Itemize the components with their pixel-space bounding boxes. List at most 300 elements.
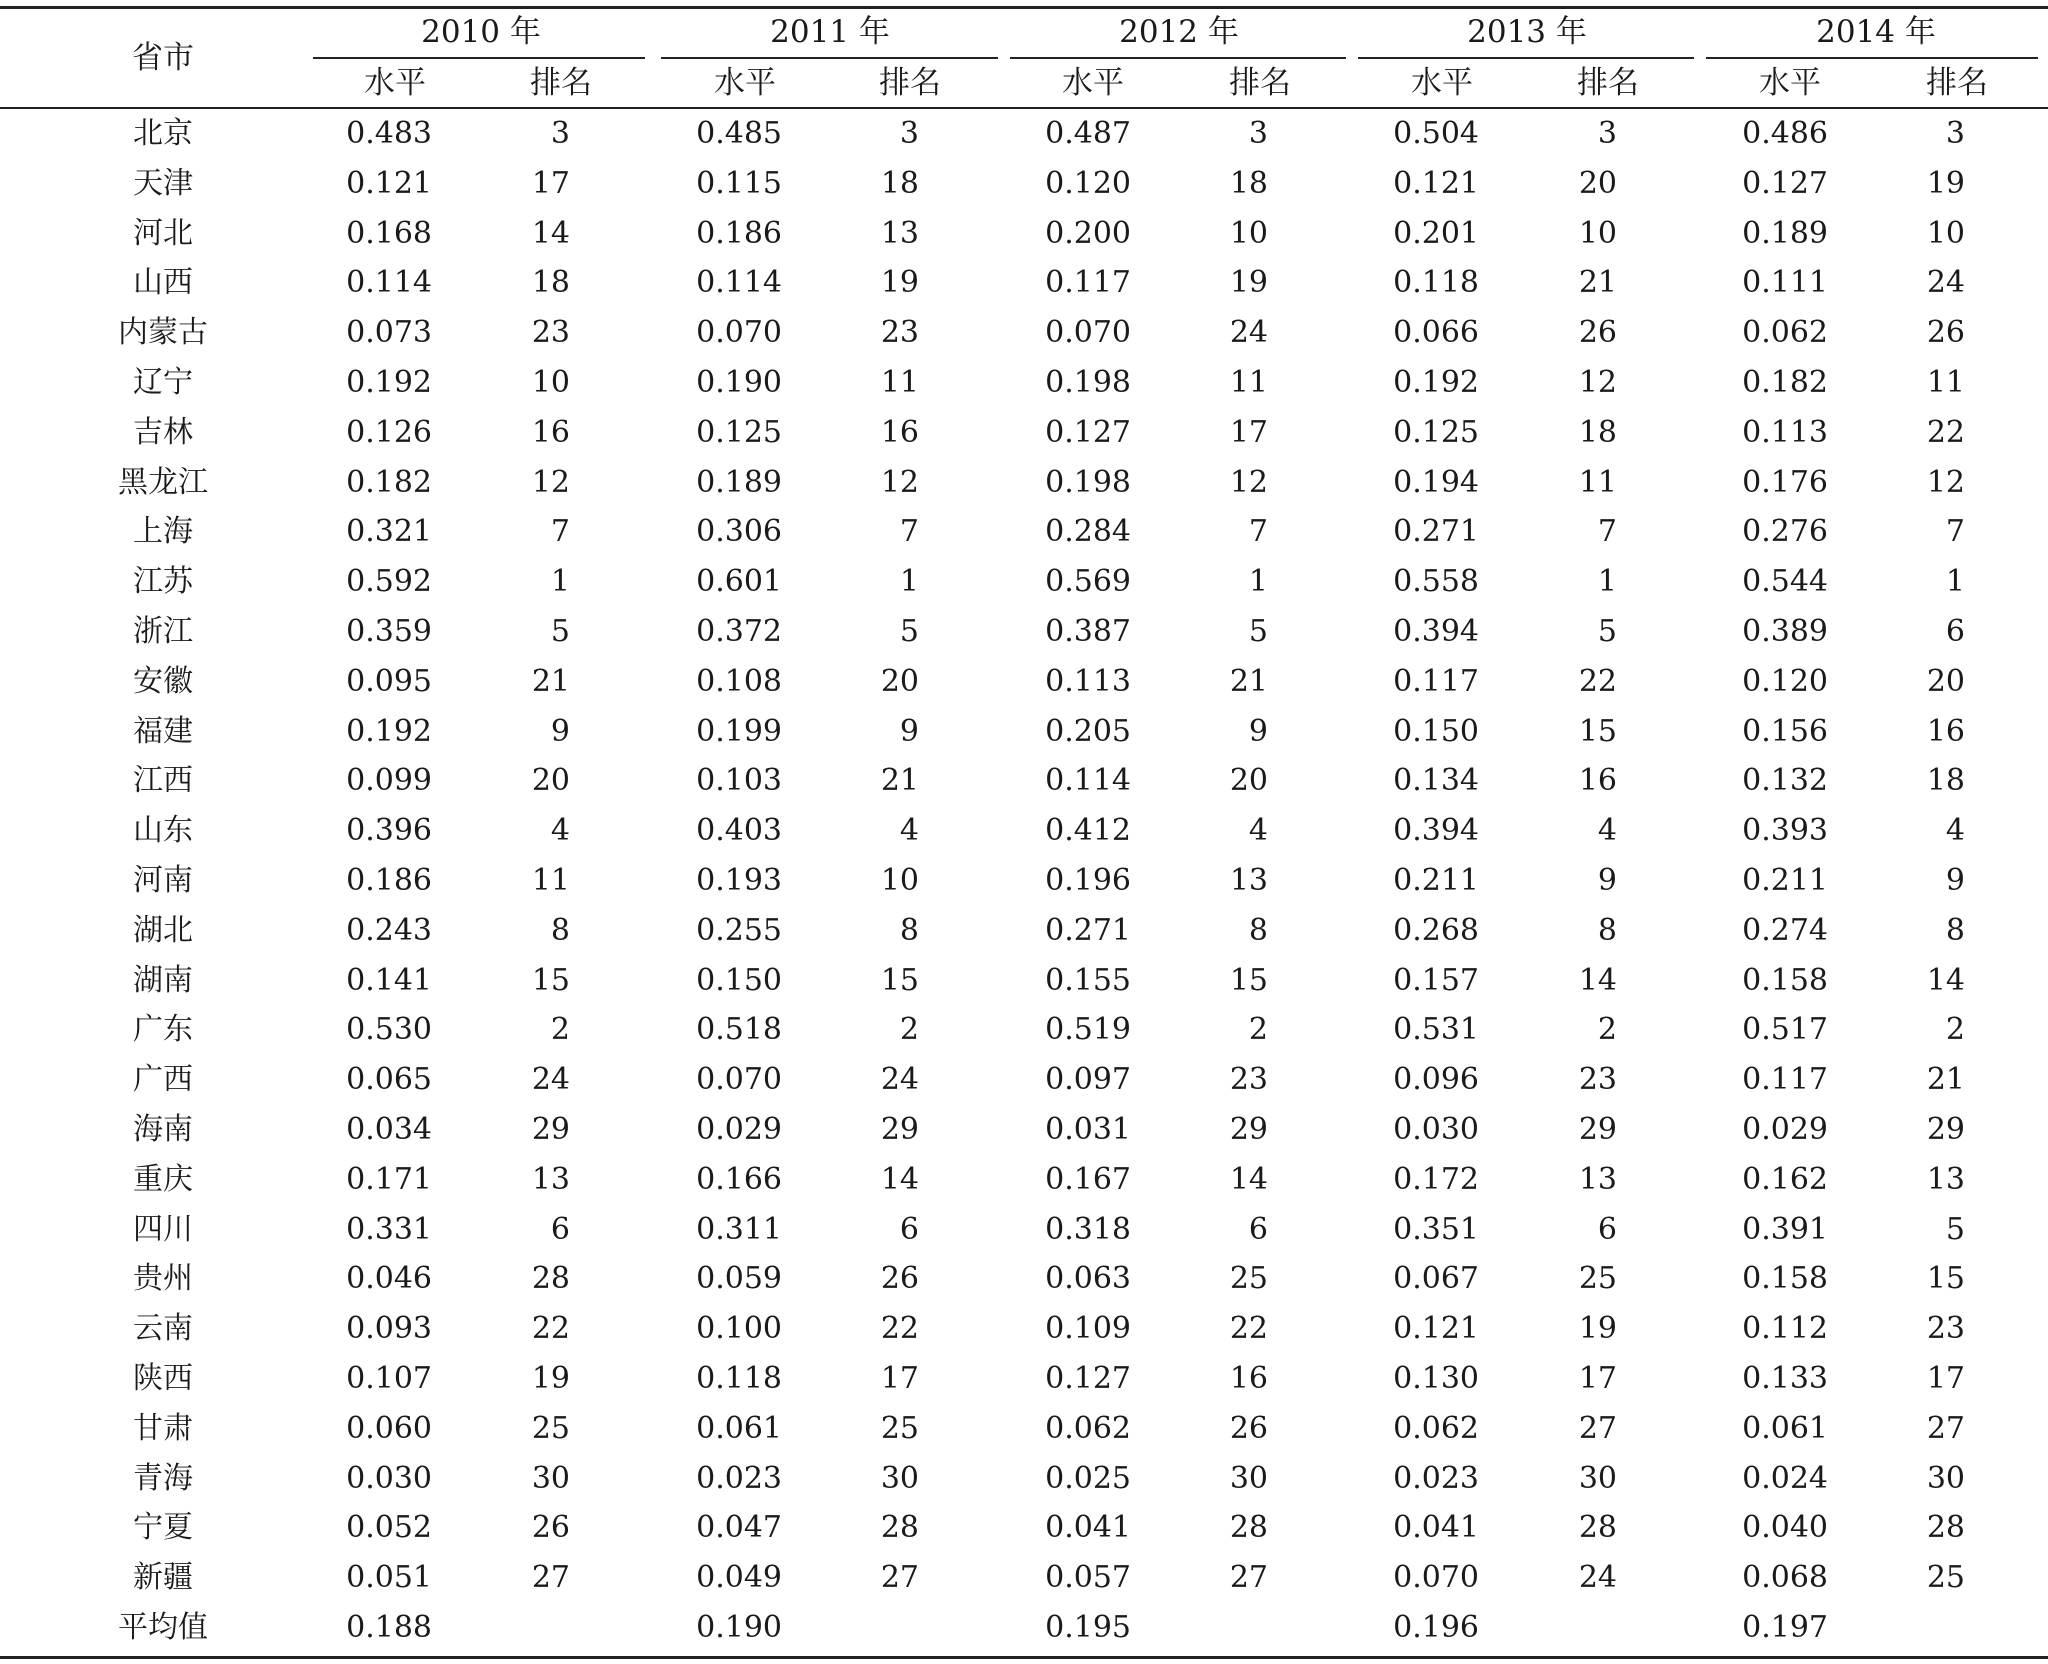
level-value: 0.485 [696, 116, 782, 151]
row-label: 内蒙古 [118, 315, 208, 351]
row-label: 云南 [133, 1311, 193, 1347]
level-value: 0.112 [1742, 1311, 1828, 1347]
level-value: 0.121 [346, 165, 432, 201]
level-value: 0.359 [346, 614, 432, 649]
rank-value: 6 [1597, 1211, 1617, 1247]
level-value: 0.195 [1045, 1610, 1131, 1645]
level-value: 0.199 [696, 713, 782, 749]
rank-value: 25 [1578, 1261, 1617, 1297]
rank-value: 3 [1945, 116, 1965, 151]
rank-value: 28 [531, 1261, 570, 1297]
level-value: 0.394 [1393, 813, 1479, 849]
level-value: 0.268 [1393, 912, 1479, 948]
level-value: 0.393 [1742, 813, 1828, 849]
rank-value: 8 [899, 912, 919, 948]
level-value: 0.126 [346, 414, 432, 450]
rank-value: 8 [1248, 912, 1268, 948]
level-value: 0.062 [1045, 1410, 1131, 1446]
level-value: 0.530 [346, 1012, 432, 1048]
rank-value: 2 [1597, 1012, 1617, 1048]
row-label: 福建 [133, 713, 193, 749]
rank-value: 28 [1926, 1510, 1965, 1546]
rank-value: 13 [1926, 1161, 1965, 1197]
rank-value: 13 [880, 215, 919, 251]
rank-value: 22 [1926, 414, 1965, 450]
rank-value: 29 [1926, 1112, 1965, 1147]
level-value: 0.192 [346, 713, 432, 749]
row-label: 辽宁 [133, 365, 193, 400]
level-value: 0.167 [1045, 1161, 1131, 1197]
rank-value: 15 [1229, 962, 1268, 998]
rank-value: 17 [531, 165, 570, 201]
rank-value: 1 [899, 564, 919, 600]
level-header: 水平 [1062, 65, 1124, 101]
rank-value: 9 [550, 713, 570, 749]
level-value: 0.190 [696, 365, 782, 400]
rank-value: 23 [1578, 1062, 1617, 1098]
level-value: 0.070 [696, 1062, 782, 1098]
level-value: 0.274 [1742, 912, 1828, 948]
level-value: 0.601 [696, 564, 782, 600]
rank-value: 12 [1926, 464, 1965, 500]
level-value: 0.073 [346, 315, 432, 351]
level-value: 0.057 [1045, 1560, 1131, 1596]
rank-value: 18 [880, 165, 919, 201]
rank-value: 30 [880, 1460, 919, 1496]
rank-value: 7 [899, 514, 919, 550]
level-value: 0.194 [1393, 464, 1479, 500]
year-header: 2013 年 [1467, 14, 1587, 50]
level-value: 0.156 [1742, 713, 1828, 749]
level-value: 0.061 [696, 1410, 782, 1446]
rank-value: 12 [1229, 464, 1268, 500]
level-value: 0.065 [346, 1062, 432, 1098]
rank-value: 11 [531, 863, 570, 898]
row-label: 广东 [133, 1012, 193, 1048]
rank-value: 26 [531, 1510, 570, 1546]
level-value: 0.197 [1742, 1610, 1828, 1645]
level-value: 0.387 [1045, 614, 1131, 649]
level-value: 0.095 [346, 663, 432, 699]
level-value: 0.070 [1393, 1560, 1479, 1596]
level-value: 0.211 [1393, 863, 1479, 898]
rank-value: 3 [550, 116, 570, 151]
rank-value: 26 [1926, 315, 1965, 351]
level-value: 0.060 [346, 1410, 432, 1446]
level-value: 0.063 [1045, 1261, 1131, 1297]
rank-value: 8 [1597, 912, 1617, 948]
rank-value: 19 [880, 265, 919, 301]
level-value: 0.070 [696, 315, 782, 351]
level-value: 0.046 [346, 1261, 432, 1297]
rank-value: 22 [880, 1311, 919, 1347]
rank-value: 23 [1926, 1311, 1965, 1347]
level-value: 0.117 [1393, 663, 1479, 699]
level-value: 0.031 [1045, 1112, 1131, 1147]
rank-value: 4 [1597, 813, 1617, 849]
level-header: 水平 [1759, 65, 1821, 101]
level-value: 0.504 [1393, 116, 1479, 151]
rank-value: 3 [899, 116, 919, 151]
level-value: 0.189 [1742, 215, 1828, 251]
level-value: 0.186 [346, 863, 432, 898]
year-header: 2011 年 [770, 14, 890, 50]
level-value: 0.114 [696, 265, 782, 301]
level-value: 0.200 [1045, 215, 1131, 251]
rank-value: 6 [1945, 614, 1965, 649]
level-value: 0.412 [1045, 813, 1131, 849]
level-value: 0.182 [1742, 365, 1828, 400]
row-label: 山东 [133, 813, 193, 849]
rank-value: 29 [1229, 1112, 1268, 1147]
level-value: 0.569 [1045, 564, 1131, 600]
row-label: 北京 [133, 116, 193, 151]
row-label: 安徽 [133, 663, 193, 699]
rank-value: 10 [1926, 215, 1965, 251]
level-value: 0.024 [1742, 1460, 1828, 1496]
rank-header: 排名 [530, 65, 592, 101]
level-value: 0.127 [1742, 165, 1828, 201]
rank-value: 29 [1578, 1112, 1617, 1147]
rank-value: 17 [1578, 1361, 1617, 1396]
rank-value: 3 [1248, 116, 1268, 151]
level-value: 0.394 [1393, 614, 1479, 649]
rank-value: 15 [1578, 713, 1617, 749]
region-header: 省市 [132, 40, 194, 76]
level-value: 0.030 [346, 1460, 432, 1496]
level-value: 0.061 [1742, 1410, 1828, 1446]
level-value: 0.483 [346, 116, 432, 151]
rank-value: 5 [1248, 614, 1268, 649]
level-value: 0.113 [1045, 663, 1131, 699]
level-header: 水平 [1411, 65, 1473, 101]
row-label: 江苏 [133, 564, 193, 600]
level-value: 0.047 [696, 1510, 782, 1546]
rank-value: 5 [1597, 614, 1617, 649]
level-value: 0.182 [346, 464, 432, 500]
level-value: 0.103 [696, 763, 782, 799]
rank-header: 排名 [1926, 65, 1988, 101]
level-value: 0.108 [696, 663, 782, 699]
rank-value: 27 [1926, 1410, 1965, 1446]
level-value: 0.107 [346, 1361, 432, 1396]
level-value: 0.487 [1045, 116, 1131, 151]
rank-value: 21 [1926, 1062, 1965, 1098]
level-value: 0.188 [346, 1610, 432, 1645]
level-value: 0.114 [1045, 763, 1131, 799]
rank-value: 3 [1597, 116, 1617, 151]
level-value: 0.117 [1045, 265, 1131, 301]
level-value: 0.403 [696, 813, 782, 849]
level-value: 0.115 [696, 165, 782, 201]
level-value: 0.025 [1045, 1460, 1131, 1496]
level-value: 0.121 [1393, 165, 1479, 201]
level-value: 0.166 [696, 1161, 782, 1197]
level-value: 0.120 [1742, 663, 1828, 699]
rank-value: 2 [1945, 1012, 1965, 1048]
level-value: 0.133 [1742, 1361, 1828, 1396]
rank-value: 2 [899, 1012, 919, 1048]
rank-value: 20 [1578, 165, 1617, 201]
level-value: 0.592 [346, 564, 432, 600]
rank-value: 20 [531, 763, 570, 799]
rank-value: 24 [531, 1062, 570, 1098]
row-label: 河北 [133, 215, 193, 251]
level-value: 0.040 [1742, 1510, 1828, 1546]
level-value: 0.059 [696, 1261, 782, 1297]
level-value: 0.132 [1742, 763, 1828, 799]
level-value: 0.318 [1045, 1211, 1131, 1247]
rank-value: 9 [899, 713, 919, 749]
rank-value: 24 [880, 1062, 919, 1098]
level-value: 0.193 [696, 863, 782, 898]
rank-value: 25 [880, 1410, 919, 1446]
level-value: 0.544 [1742, 564, 1828, 600]
level-value: 0.351 [1393, 1211, 1479, 1247]
rank-value: 29 [880, 1112, 919, 1147]
rank-value: 25 [1229, 1261, 1268, 1297]
level-value: 0.531 [1393, 1012, 1479, 1048]
level-value: 0.109 [1045, 1311, 1131, 1347]
rank-value: 17 [1926, 1361, 1965, 1396]
level-value: 0.391 [1742, 1211, 1828, 1247]
rank-value: 10 [1229, 215, 1268, 251]
rank-value: 12 [1578, 365, 1617, 400]
level-value: 0.372 [696, 614, 782, 649]
row-label: 山西 [133, 265, 193, 301]
level-value: 0.114 [346, 265, 432, 301]
rank-value: 20 [1229, 763, 1268, 799]
year-underline [313, 57, 645, 59]
rank-value: 13 [1578, 1161, 1617, 1197]
rank-value: 6 [550, 1211, 570, 1247]
rank-value: 9 [1945, 863, 1965, 898]
rank-value: 15 [531, 962, 570, 998]
level-value: 0.023 [1393, 1460, 1479, 1496]
level-value: 0.558 [1393, 564, 1479, 600]
rank-value: 1 [1945, 564, 1965, 600]
year-underline [661, 57, 998, 59]
rank-header: 排名 [879, 65, 941, 101]
level-value: 0.396 [346, 813, 432, 849]
rank-value: 10 [880, 863, 919, 898]
level-value: 0.100 [696, 1311, 782, 1347]
row-label: 湖北 [133, 912, 193, 948]
row-label: 甘肃 [133, 1410, 193, 1446]
rank-value: 11 [1926, 365, 1965, 400]
rank-value: 19 [1926, 165, 1965, 201]
row-label: 新疆 [133, 1560, 193, 1596]
row-label: 河南 [133, 863, 193, 898]
rank-value: 4 [899, 813, 919, 849]
rank-value: 6 [1248, 1211, 1268, 1247]
level-value: 0.198 [1045, 464, 1131, 500]
rank-value: 29 [531, 1112, 570, 1147]
rank-value: 13 [1229, 863, 1268, 898]
rank-value: 24 [1578, 1560, 1617, 1596]
rank-value: 16 [1229, 1361, 1268, 1396]
rank-value: 21 [1578, 265, 1617, 301]
level-header: 水平 [714, 65, 776, 101]
rank-value: 7 [1945, 514, 1965, 550]
rank-value: 27 [1578, 1410, 1617, 1446]
level-value: 0.070 [1045, 315, 1131, 351]
level-value: 0.113 [1742, 414, 1828, 450]
level-value: 0.096 [1393, 1062, 1479, 1098]
level-value: 0.052 [346, 1510, 432, 1546]
level-value: 0.198 [1045, 365, 1131, 400]
level-value: 0.176 [1742, 464, 1828, 500]
level-value: 0.150 [1393, 713, 1479, 749]
level-value: 0.099 [346, 763, 432, 799]
rank-value: 14 [1229, 1161, 1268, 1197]
level-value: 0.311 [696, 1211, 782, 1247]
level-value: 0.141 [346, 962, 432, 998]
rank-value: 28 [1229, 1510, 1268, 1546]
rank-value: 17 [880, 1361, 919, 1396]
rank-value: 30 [1578, 1460, 1617, 1496]
rank-value: 28 [1578, 1510, 1617, 1546]
rank-value: 22 [1578, 663, 1617, 699]
level-value: 0.120 [1045, 165, 1131, 201]
level-value: 0.041 [1045, 1510, 1131, 1546]
rank-value: 22 [1229, 1311, 1268, 1347]
rank-value: 19 [531, 1361, 570, 1396]
row-label: 青海 [133, 1460, 193, 1496]
rank-value: 23 [1229, 1062, 1268, 1098]
rank-value: 18 [531, 265, 570, 301]
level-value: 0.125 [696, 414, 782, 450]
rank-value: 10 [531, 365, 570, 400]
level-value: 0.062 [1742, 315, 1828, 351]
rank-value: 25 [1926, 1560, 1965, 1596]
row-label: 宁夏 [133, 1510, 193, 1546]
level-value: 0.205 [1045, 713, 1131, 749]
row-label: 浙江 [133, 614, 193, 649]
rank-value: 27 [880, 1560, 919, 1596]
level-value: 0.518 [696, 1012, 782, 1048]
row-label: 陕西 [133, 1361, 193, 1396]
rank-value: 15 [880, 962, 919, 998]
level-value: 0.486 [1742, 116, 1828, 151]
rank-value: 10 [1578, 215, 1617, 251]
rank-value: 21 [1229, 663, 1268, 699]
level-value: 0.066 [1393, 315, 1479, 351]
level-value: 0.130 [1393, 1361, 1479, 1396]
rank-value: 18 [1229, 165, 1268, 201]
level-value: 0.051 [346, 1560, 432, 1596]
rank-value: 21 [880, 763, 919, 799]
rank-value: 26 [880, 1261, 919, 1297]
level-value: 0.041 [1393, 1510, 1479, 1546]
level-value: 0.276 [1742, 514, 1828, 550]
level-value: 0.284 [1045, 514, 1131, 550]
rank-value: 14 [531, 215, 570, 251]
rank-value: 16 [531, 414, 570, 450]
rank-value: 8 [550, 912, 570, 948]
level-value: 0.306 [696, 514, 782, 550]
year-underline [1358, 57, 1694, 59]
rank-value: 11 [1229, 365, 1268, 400]
level-value: 0.117 [1742, 1062, 1828, 1098]
rank-value: 7 [1248, 514, 1268, 550]
rank-value: 16 [880, 414, 919, 450]
rank-value: 19 [1578, 1311, 1617, 1347]
rank-value: 4 [1945, 813, 1965, 849]
level-value: 0.192 [346, 365, 432, 400]
rank-value: 25 [531, 1410, 570, 1446]
level-value: 0.389 [1742, 614, 1828, 649]
rank-value: 18 [1926, 763, 1965, 799]
rank-value: 7 [550, 514, 570, 550]
level-value: 0.049 [696, 1560, 782, 1596]
rank-value: 20 [1926, 663, 1965, 699]
level-value: 0.029 [696, 1112, 782, 1147]
level-value: 0.029 [1742, 1112, 1828, 1147]
rank-value: 6 [899, 1211, 919, 1247]
rank-value: 13 [531, 1161, 570, 1197]
rank-value: 30 [1229, 1460, 1268, 1496]
level-value: 0.118 [696, 1361, 782, 1396]
rank-value: 18 [1578, 414, 1617, 450]
level-value: 0.155 [1045, 962, 1131, 998]
rank-value: 14 [1578, 962, 1617, 998]
rank-value: 30 [531, 1460, 570, 1496]
rank-value: 2 [1248, 1012, 1268, 1048]
level-value: 0.127 [1045, 1361, 1131, 1396]
level-value: 0.162 [1742, 1161, 1828, 1197]
rank-value: 8 [1945, 912, 1965, 948]
rank-value: 1 [550, 564, 570, 600]
rank-value: 21 [531, 663, 570, 699]
year-header: 2012 年 [1119, 14, 1239, 50]
level-value: 0.030 [1393, 1112, 1479, 1147]
row-label: 平均值 [118, 1610, 208, 1645]
header-bottom-rule [0, 107, 2048, 109]
rank-value: 12 [531, 464, 570, 500]
row-label: 广西 [133, 1062, 193, 1098]
rank-value: 20 [880, 663, 919, 699]
year-header: 2010 年 [421, 14, 541, 50]
rank-value: 4 [550, 813, 570, 849]
row-label: 重庆 [133, 1161, 193, 1197]
level-value: 0.168 [346, 215, 432, 251]
level-value: 0.125 [1393, 414, 1479, 450]
level-value: 0.321 [346, 514, 432, 550]
level-value: 0.255 [696, 912, 782, 948]
level-value: 0.172 [1393, 1161, 1479, 1197]
level-value: 0.118 [1393, 265, 1479, 301]
level-value: 0.134 [1393, 763, 1479, 799]
top-rule [0, 6, 2048, 9]
level-value: 0.111 [1742, 265, 1828, 301]
row-label: 吉林 [133, 414, 193, 450]
rank-value: 23 [880, 315, 919, 351]
level-value: 0.062 [1393, 1410, 1479, 1446]
rank-value: 1 [1597, 564, 1617, 600]
level-value: 0.023 [696, 1460, 782, 1496]
rank-value: 5 [550, 614, 570, 649]
level-value: 0.158 [1742, 1261, 1828, 1297]
level-value: 0.097 [1045, 1062, 1131, 1098]
rank-value: 26 [1229, 1410, 1268, 1446]
row-label: 贵州 [133, 1261, 193, 1297]
level-value: 0.271 [1393, 514, 1479, 550]
row-label: 上海 [133, 514, 193, 550]
rank-value: 30 [1926, 1460, 1965, 1496]
rank-value: 28 [880, 1510, 919, 1546]
level-value: 0.211 [1742, 863, 1828, 898]
